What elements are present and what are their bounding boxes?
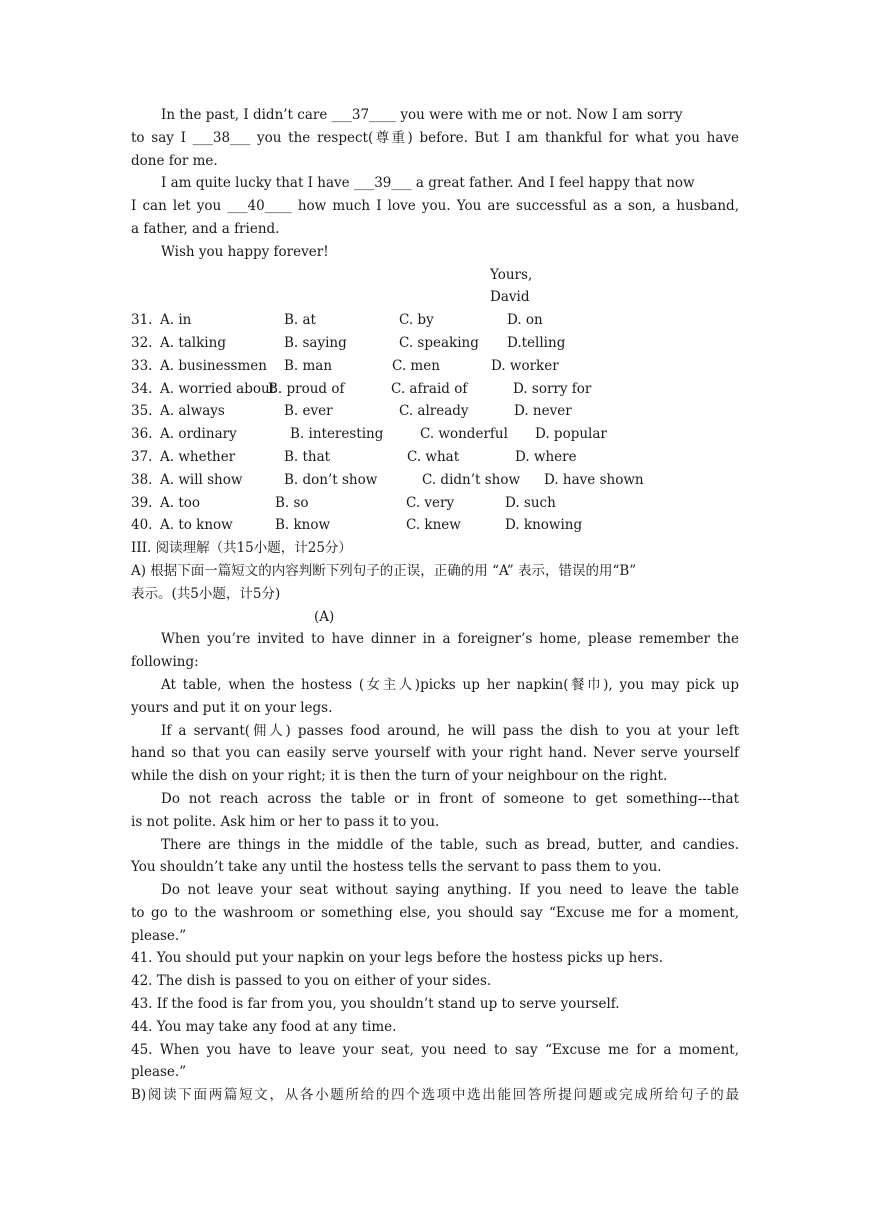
letter-line: a father, and a friend. <box>131 220 280 237</box>
passage-line: Do not reach across the table or in front of someone to get something---that <box>161 790 739 807</box>
question-number: 35. <box>131 403 153 420</box>
question-number: 33. <box>131 357 153 374</box>
option-b: B. man <box>284 357 333 374</box>
passage-line: There are things in the middle of the table, such as bread, butter, and candies. <box>161 836 739 853</box>
question-row <box>131 378 739 401</box>
question-number: 40. <box>131 517 153 534</box>
letter-line: to say I ___38___ you the respect(尊重) before. But I am thankful for what you have <box>131 129 739 146</box>
question-row <box>131 423 739 446</box>
option-b: B. know <box>275 517 331 534</box>
option-b: B. don’t show <box>284 471 378 488</box>
question-number: 34. <box>131 380 153 397</box>
option-c: C. didn’t show <box>422 471 521 488</box>
option-c: C. by <box>399 312 434 329</box>
statement-43: 43. If the food is far from you, you shouldn’t stand up to serve yourself. <box>131 996 620 1013</box>
part-b-instruction: B)阅读下面两篇短文，从各小题所给的四个选项中选出能回答所提问题或完成所给句子的最 <box>131 1087 739 1104</box>
option-a: A. talking <box>160 334 226 351</box>
option-a: A. always <box>160 403 225 420</box>
statement-45-cont: please.” <box>131 1064 187 1081</box>
option-d: D. have shown <box>544 471 644 488</box>
passage-line: You shouldn’t take any until the hostess tells the servant to pass them to you. <box>131 859 662 876</box>
option-b: B. at <box>284 312 316 329</box>
option-c: C. afraid of <box>391 380 468 397</box>
option-a: A. whether <box>160 448 236 465</box>
passage-line: When you’re invited to have dinner in a foreigner’s home, please remember the <box>161 631 739 648</box>
letter-line: I am quite lucky that I have ___39___ a great father. And I feel happy that now <box>161 175 695 192</box>
option-d: D. on <box>507 312 543 329</box>
option-a: A. in <box>160 312 192 329</box>
letter-line: done for me. <box>131 152 218 169</box>
letter-signature: David <box>490 289 530 306</box>
letter-closing: Yours, <box>490 266 533 283</box>
option-a: A. businessmen <box>160 357 267 374</box>
question-row <box>131 332 739 355</box>
passage-line: hand so that you can easily serve yourself with your right hand. Never serve yourself <box>131 745 739 762</box>
option-d: D. never <box>514 403 572 420</box>
option-b: B. that <box>284 448 331 465</box>
passage-line: Do not leave your seat without saying anything. If you need to leave the table <box>161 882 739 899</box>
question-number: 38. <box>131 471 153 488</box>
option-b: B. saying <box>284 334 347 351</box>
option-a: A. too <box>160 494 201 511</box>
option-c: C. speaking <box>399 334 479 351</box>
letter-line: Wish you happy forever! <box>161 243 329 260</box>
option-c: C. wonderful <box>420 426 508 443</box>
question-number: 32. <box>131 334 153 351</box>
option-d: D. worker <box>491 357 559 374</box>
question-number: 36. <box>131 426 153 443</box>
option-b: B. proud of <box>268 380 345 397</box>
instruction-line: 表示。(共5小题，计5分) <box>131 585 281 602</box>
question-row <box>131 469 739 492</box>
statement-45: 45. When you have to leave your seat, you need to say “Excuse me for a moment, <box>131 1041 739 1058</box>
instruction-line: A) 根据下面一篇短文的内容判断下列句子的正误，正确的用 “A” 表示，错误的用“B” <box>131 562 637 579</box>
option-d: D. sorry for <box>513 380 592 397</box>
option-d: D. popular <box>535 426 607 443</box>
passage-label: (A) <box>314 608 335 625</box>
option-b: B. interesting <box>290 426 384 443</box>
statement-42: 42. The dish is passed to you on either of your sides. <box>131 973 492 990</box>
question-number: 31. <box>131 312 153 329</box>
statement-41: 41. You should put your napkin on your legs before the hostess picks up hers. <box>131 950 664 967</box>
option-d: D. knowing <box>505 517 583 534</box>
passage-line: following: <box>131 654 199 671</box>
option-c: C. already <box>399 403 469 420</box>
option-a: A. will show <box>160 471 243 488</box>
option-b: B. ever <box>284 403 333 420</box>
question-number: 39. <box>131 494 153 511</box>
option-c: C. knew <box>406 517 461 534</box>
option-c: C. men <box>392 357 440 374</box>
option-c: C. very <box>406 494 455 511</box>
passage-line: yours and put it on your legs. <box>131 699 333 716</box>
section-heading: III. 阅读理解（共15小题，计25分） <box>131 540 352 557</box>
option-a: A. worried about <box>160 380 276 397</box>
passage <box>131 628 739 947</box>
question-row <box>131 446 739 469</box>
statement-44: 44. You may take any food at any time. <box>131 1018 397 1035</box>
passage-line: If a servant(佣人) passes food around, he will pass the dish to you at your left <box>161 722 739 739</box>
option-b: B. so <box>275 494 309 511</box>
option-d: D.telling <box>507 334 566 351</box>
question-row <box>131 309 739 332</box>
question-row <box>131 355 739 378</box>
question-number: 37. <box>131 448 153 465</box>
question-row <box>131 492 739 515</box>
option-d: D. where <box>515 448 577 465</box>
passage-line: is not polite. Ask him or her to pass it to you. <box>131 813 440 830</box>
question-list <box>131 309 739 537</box>
passage-line: At table, when the hostess (女主人)picks up her napkin(餐巾), you may pick up <box>161 676 739 693</box>
option-c: C. what <box>407 448 460 465</box>
letter-line: In the past, I didn’t care ___37____ you were with me or not. Now I am sorry <box>161 107 683 123</box>
question-row <box>131 514 739 537</box>
option-d: D. such <box>505 494 556 511</box>
document-page <box>131 104 739 1107</box>
passage-line: please.” <box>131 927 187 944</box>
question-row <box>131 400 739 423</box>
letter-line: I can let you ___40____ how much I love you. You are successful as a son, a husband, <box>131 198 739 215</box>
option-a: A. to know <box>160 517 233 534</box>
passage-line: while the dish on your right; it is then the turn of your neighbour on the right. <box>131 768 668 785</box>
passage-line: to go to the washroom or something else, you should say “Excuse me for a moment, <box>131 904 739 921</box>
option-a: A. ordinary <box>160 426 237 443</box>
